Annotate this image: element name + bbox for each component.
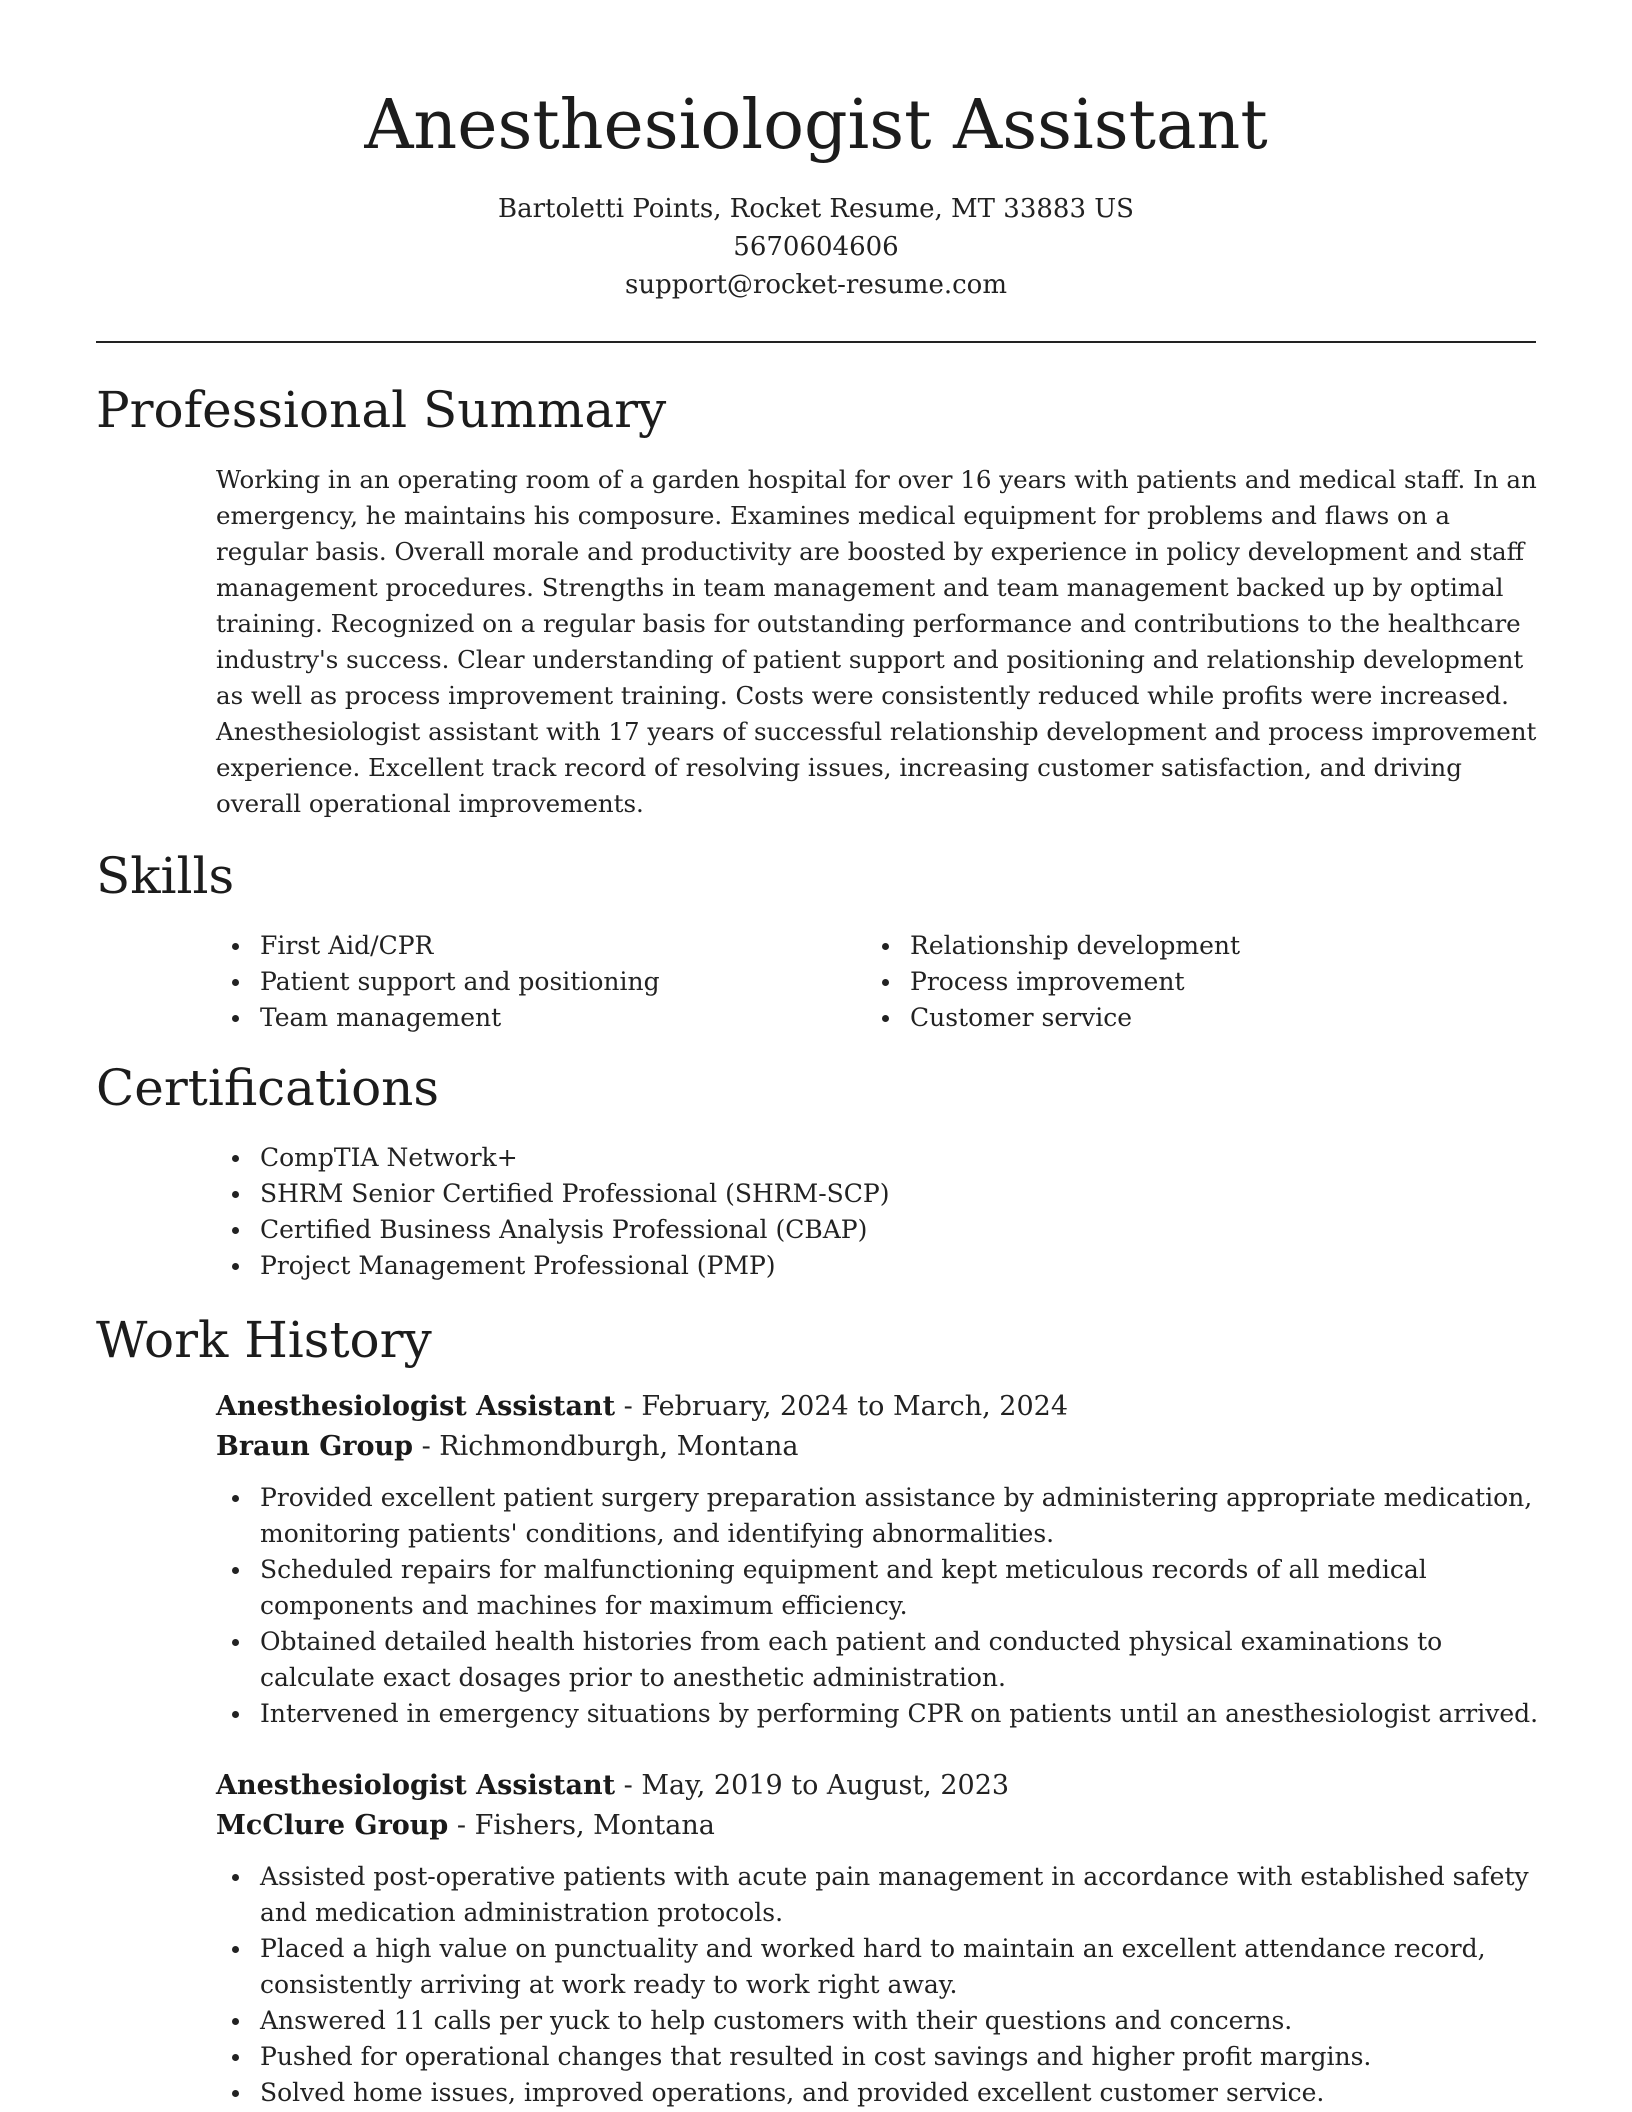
job-title-line: [216, 1766, 1009, 1806]
job-company: McClure Group: [216, 1810, 449, 1841]
job-company-line: [216, 1806, 715, 1846]
work-history-heading: Work History: [96, 1311, 432, 1369]
skills-heading: Skills: [96, 847, 235, 905]
certification-item: SHRM Senior Certified Professional (SHRM-SCP): [216, 1176, 1516, 1212]
skill-item: First Aid/CPR: [216, 928, 836, 964]
certifications-list: [216, 1140, 1516, 1284]
certification-item: Certified Business Analysis Professional (CBAP): [216, 1212, 1516, 1248]
job-role: Anesthesiologist Assistant: [216, 1770, 616, 1801]
job-bullet: Pushed for operational changes that resulted in cost savings and higher profit margins.: [216, 2039, 1546, 2075]
candidate-name: Anesthesiologist Assistant: [364, 86, 1268, 165]
skill-item: Team management: [216, 1000, 836, 1036]
certification-item: CompTIA Network+: [216, 1140, 1516, 1176]
job-bullets: [216, 1859, 1546, 2111]
job-location: - Fishers, Montana: [448, 1810, 715, 1841]
address-text: Bartoletti Points, Rocket Resume, MT 33883 US: [498, 194, 1134, 224]
job-bullet: Answered 11 calls per yuck to help customers with their questions and concerns.: [216, 2003, 1546, 2039]
summary-heading: Professional Summary: [96, 381, 667, 439]
job-dates: - May, 2019 to August, 2023: [615, 1770, 1010, 1801]
job-company: Braun Group: [216, 1431, 414, 1462]
job-bullet: Placed a high value on punctuality and worked hard to maintain an excellent attendance record, consistently arriving at work ready to work right away.: [216, 1931, 1546, 2003]
email-text: support@rocket-resume.com: [624, 270, 1007, 300]
job-dates: - February, 2024 to March, 2024: [615, 1391, 1069, 1422]
summary-text: Working in an operating room of a garden hospital for over 16 years with patients and medical staff. In an emergency, he maintains his composure. Examines medical equipment for problems and flaws on a regular basis. Overall morale and productivity are boosted by experience in policy development and staff management procedures. Strengths in team management and team management backed up by optimal training. Recognized on a regular basis for outstanding performance and contributions to the healthcare industry's success. Clear understanding of patient support and positioning and relationship development as well as process improvement training. Costs were consistently reduced while profits were increased. Anesthesiologist assistant with 17 years of successful relationship development and process improvement experience. Excellent track record of resolving issues, increasing customer satisfaction, and driving overall operational improvements.: [216, 465, 1537, 818]
job-company-line: [216, 1427, 798, 1467]
certification-item: Project Management Professional (PMP): [216, 1248, 1516, 1284]
skills-list-right: [866, 928, 1486, 1036]
phone-text: 5670604606: [733, 232, 899, 262]
certifications-heading: Certifications: [96, 1059, 440, 1117]
contact-block: [0, 190, 1632, 304]
skill-item: Customer service: [866, 1000, 1486, 1036]
job-bullet: Provided excellent patient surgery preparation assistance by administering appropriate medication, monitoring patients' conditions, and identifying abnormalities.: [216, 1480, 1546, 1552]
skill-item: Relationship development: [866, 928, 1486, 964]
job-location: - Richmondburgh, Montana: [413, 1431, 799, 1462]
job-bullet: Assisted post-operative patients with acute pain management in accordance with established safety and medication administration protocols.: [216, 1859, 1546, 1931]
skill-item: Process improvement: [866, 964, 1486, 1000]
job-bullet: Intervened in emergency situations by performing CPR on patients until an anesthesiologist arrived.: [216, 1696, 1546, 1732]
header-divider: [96, 341, 1536, 343]
skill-item: Patient support and positioning: [216, 964, 836, 1000]
job-title-line: [216, 1387, 1068, 1427]
job-bullets: [216, 1480, 1546, 1732]
skills-list-left: [216, 928, 836, 1036]
job-bullet: Scheduled repairs for malfunctioning equipment and kept meticulous records of all medical components and machines for maximum efficiency.: [216, 1552, 1546, 1624]
job-role: Anesthesiologist Assistant: [216, 1391, 616, 1422]
job-bullet: Solved home issues, improved operations, and provided excellent customer service.: [216, 2075, 1546, 2111]
job-bullet: Obtained detailed health histories from each patient and conducted physical examinations to calculate exact dosages prior to anesthetic administration.: [216, 1624, 1546, 1696]
